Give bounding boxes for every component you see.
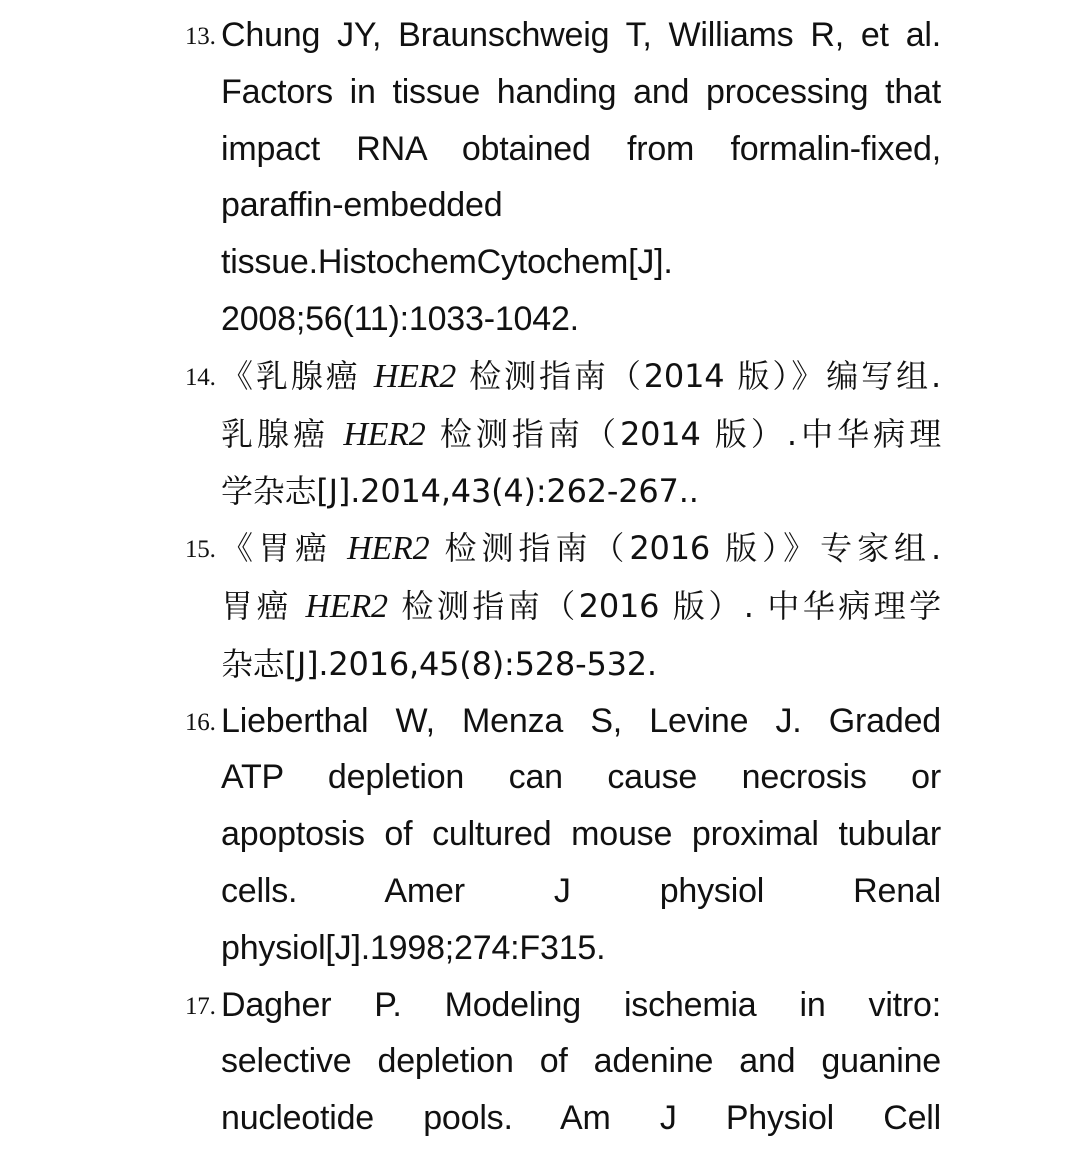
reference-line: Chung JY, Braunschweig T, Williams R, et al. — [221, 16, 941, 54]
reference-number: 17. — [185, 992, 216, 1020]
reference-line: nucleotide pools. Am J Physiol Cell — [221, 1099, 941, 1138]
reference-line: selective depletion of adenine and guanine — [221, 1042, 941, 1081]
reference-14 — [185, 348, 941, 520]
reference-line: 学杂志[J].2014,43(4):262-267.. — [221, 472, 699, 511]
gene-name: HER2 — [373, 357, 457, 395]
reference-line: physiol[J].1998;274:F315. — [221, 928, 606, 967]
reference-line: 2008;56(11):1033-1042. — [221, 299, 579, 338]
reference-number: 13. — [185, 23, 216, 50]
reference-number: 16. — [185, 708, 216, 736]
gene-name: HER2 — [343, 415, 426, 453]
gene-name: HER2 — [305, 587, 388, 625]
reference-16 — [185, 693, 941, 977]
reference-13 — [185, 7, 941, 348]
gene-name: HER2 — [347, 530, 430, 568]
reference-line: paraffin-embedded — [221, 186, 503, 225]
reference-line: 杂志[J].2016,45(8):528-532. — [221, 644, 657, 683]
reference-line: impact RNA obtained from formalin-fixed, — [221, 129, 941, 168]
reference-line: Lieberthal W, Menza S, Levine J. Graded — [221, 701, 941, 740]
reference-line: 胃癌 HER2 检测指南（2016 版）. 中华病理学 — [221, 586, 941, 625]
reference-number: 15. — [185, 536, 216, 564]
reference-line: 乳腺癌 HER2 检测指南（2014 版）.中华病理 — [221, 414, 941, 453]
reference-line: apoptosis of cultured mouse proximal tubular — [221, 815, 941, 854]
reference-list — [185, 7, 941, 1147]
reference-line: 《胃癌 HER2 检测指南（2016 版）》专家组. — [221, 529, 941, 568]
reference-15 — [185, 520, 941, 692]
reference-line: cells. Amer J physiol Renal — [221, 871, 941, 910]
reference-line: Dagher P. Modeling ischemia in vitro: — [221, 985, 941, 1024]
reference-17 — [185, 977, 941, 1147]
reference-line: tissue.HistochemCytochem[J]. — [221, 243, 673, 282]
reference-line: 《乳腺癌 HER2 检测指南（2014 版）》编写组. — [221, 356, 941, 395]
reference-line: Factors in tissue handing and processing that — [221, 72, 941, 111]
reference-number: 14. — [185, 363, 216, 391]
reference-line: ATP depletion can cause necrosis or — [221, 758, 941, 797]
